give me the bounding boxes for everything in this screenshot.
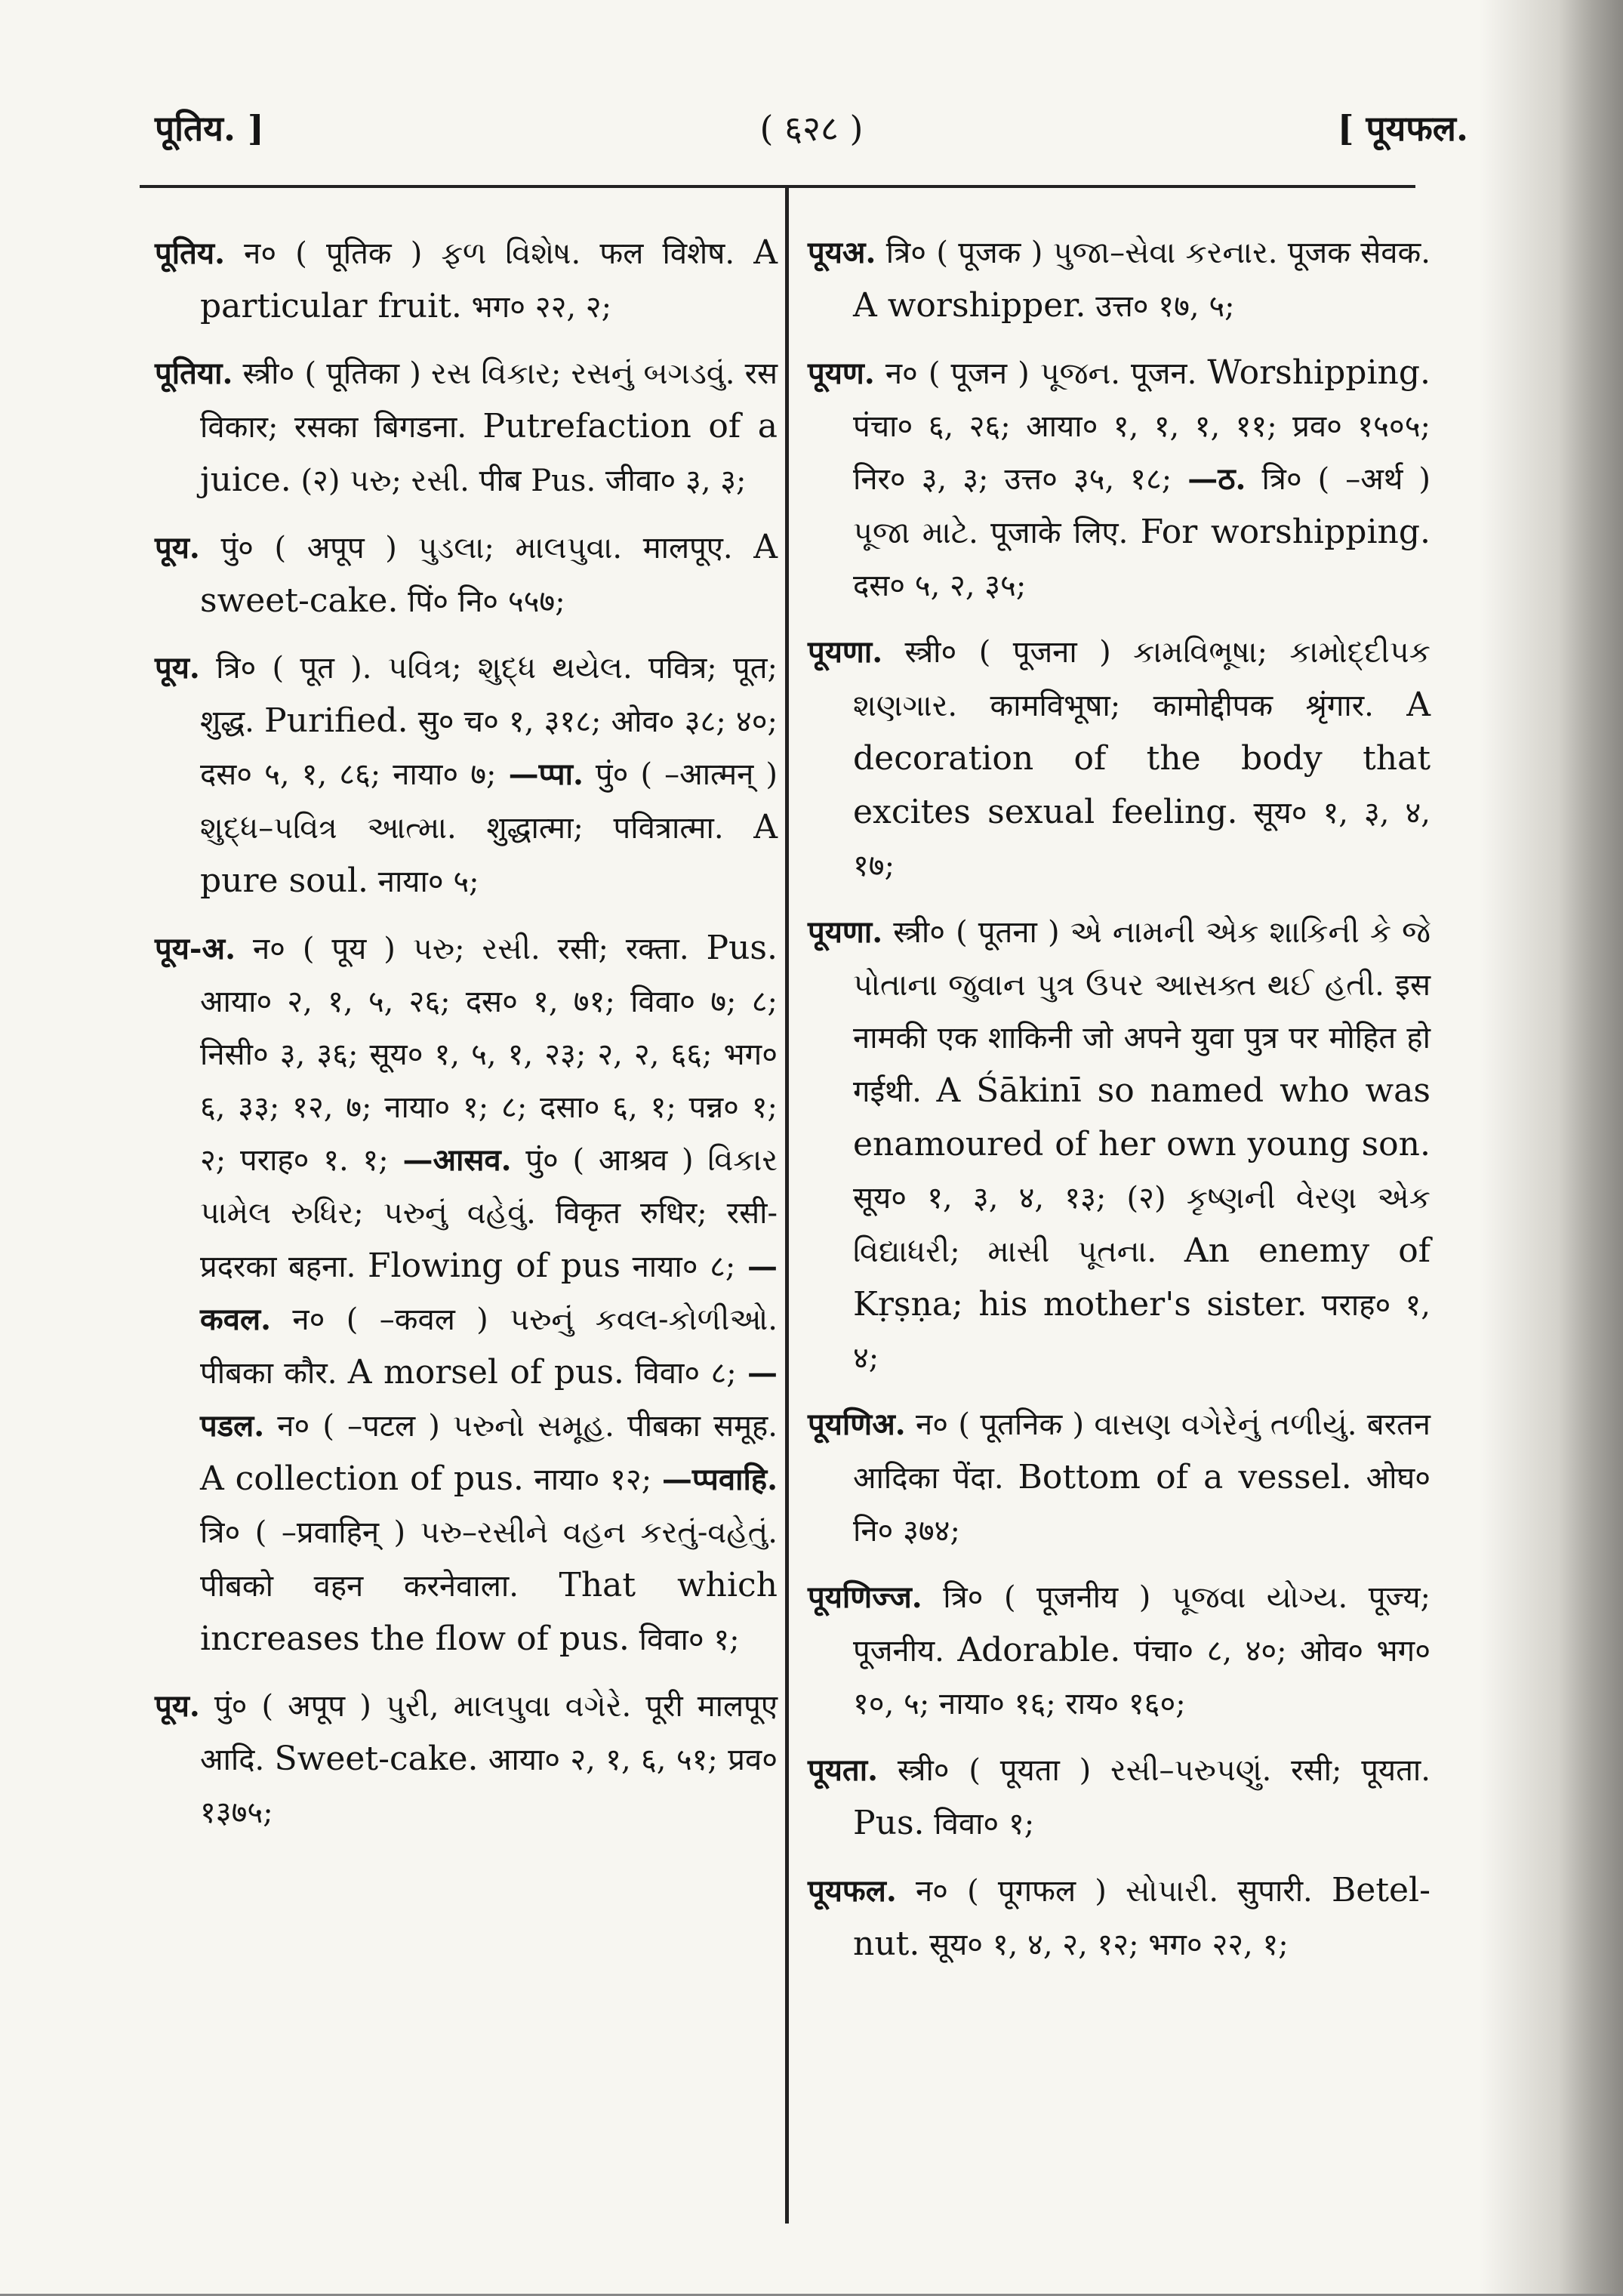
references: सूय० १, ३, ४, १३; (२) કૃષ્ણની વેરણ એક વિદ્યાધરી; માસી પૂતના. bbox=[853, 1181, 1431, 1269]
subentry-english: A pure soul. bbox=[200, 808, 778, 900]
subentry-body: पुं० ( –आत्मन् ) શુદ્ધ–પવિત્ર આત્મા. शुद्धात्मा; पवित्रात्मा. bbox=[200, 757, 778, 846]
english-gloss: Pus. bbox=[853, 1804, 925, 1842]
header-right-guideword: [ पूयफल. bbox=[1337, 108, 1468, 149]
subentry-body: त्रि० ( –अर्थ ) પૂજા માટે. पूजाके लिए. bbox=[853, 462, 1431, 550]
headword: पूयणा. bbox=[808, 634, 883, 670]
references: पिं० नि० ५५७; bbox=[408, 584, 565, 619]
english-gloss: Betel-nut. bbox=[853, 1871, 1431, 1963]
references: आया० २, १, ५, २६; दस० १, ७१; विवा० ७; ८; निसी० ३, ३६; सूय० १, ५, १, २३; २, २, ६६; भग० ६, ३३; १२, ७; नाया० १; ८; दसा० ६, १; पन्न० १; २; पराह० १. १; bbox=[200, 985, 778, 1178]
page-edge-shadow bbox=[1480, 0, 1623, 2296]
page-header bbox=[155, 91, 1468, 159]
headword: पूतिय. bbox=[155, 236, 226, 271]
english-gloss: Adorable. bbox=[957, 1631, 1121, 1669]
entry-body: स्त्री० ( पूतना ) એ નામની એક શાકિની કે જે પોતાના જુવાન પુત્ર ઉપર આસક્ત થઈ હતી. इस नामकी एक शाकिनी जो अपने युवा पुत्र पर मोहित हो गईथी. bbox=[853, 915, 1431, 1109]
english-gloss: A worshipper. bbox=[853, 286, 1086, 325]
subentry-body: पुं० ( आश्रव ) વિકાર પામેલ રુધિર; પરુનું વહેવું. विकृत रुधिर; रसी-प्रदरका बहना. bbox=[200, 1143, 778, 1284]
subentry-english: That which increases the flow of pus. bbox=[200, 1566, 778, 1658]
english-gloss: A Śākinī so named who was enamoured of her own young son. bbox=[853, 1071, 1431, 1163]
references: सु० च० १, ३१८; ओव० ३८; ४०; दस० ५, १, ८६; नाया० ७; bbox=[200, 704, 778, 792]
headword: पूयणा. bbox=[808, 914, 883, 950]
dictionary-entry bbox=[155, 521, 778, 628]
column-divider bbox=[785, 185, 789, 2224]
headword: पूयण. bbox=[808, 356, 875, 391]
dictionary-entry bbox=[155, 922, 778, 1666]
english-gloss: Bottom of a vessel. bbox=[1018, 1458, 1352, 1496]
headword: पूयणिज्ज. bbox=[808, 1579, 922, 1615]
references: पंचा० ८, ४०; ओव० भग० १०, ५; नाया० १६; राय० १६०; bbox=[853, 1634, 1431, 1721]
dictionary-entry bbox=[808, 1864, 1431, 1971]
references: ओघ० नि० ३७४; bbox=[853, 1461, 1431, 1549]
dictionary-entry bbox=[808, 227, 1431, 333]
entry-body: त्रि० ( पूत ). પવિત્ર; શુદ્ધ થયેલ. पवित्र; पूत; शुद्ध. bbox=[200, 651, 778, 739]
page-number: ( ६२८ ) bbox=[759, 108, 864, 149]
dictionary-entry bbox=[808, 906, 1431, 1385]
dictionary-entry bbox=[808, 1398, 1431, 1558]
english-gloss-2: An enemy of Kṛṣṇa; his mother's sister. bbox=[853, 1231, 1431, 1324]
entry-body: पुं० ( अपूप ) પુરી, માલપુવા વગેરે. पूरी मालपूए आदि. bbox=[200, 1689, 778, 1777]
dictionary-entry bbox=[155, 642, 778, 908]
header-rule bbox=[140, 185, 1415, 188]
english-gloss: Purified. bbox=[264, 701, 408, 740]
headword: पूयणिअ. bbox=[808, 1407, 906, 1442]
dictionary-entry bbox=[808, 347, 1431, 612]
headword: पूय. bbox=[155, 1688, 200, 1724]
subentry-body: न० ( –कवल ) પરુનું કવલ-કોળીઓ. पीबका कौर. bbox=[200, 1302, 778, 1391]
dictionary-entry bbox=[155, 1680, 778, 1839]
english-gloss: A sweet-cake. bbox=[200, 528, 778, 620]
dictionary-entry bbox=[808, 1744, 1431, 1851]
english-gloss: Putrefaction of a juice. bbox=[200, 407, 778, 499]
subentry-body: त्रि० ( –प्रवाहिन् ) પરુ–રસીને વહન કરતું-વહેતું. पीबको वहन करनेवाला. bbox=[200, 1515, 778, 1604]
headword: पूयता. bbox=[808, 1752, 879, 1788]
headword: पूय. bbox=[155, 650, 200, 686]
english-gloss: A particular fruit. bbox=[200, 233, 778, 325]
subentry-references: विवा० १; bbox=[639, 1623, 740, 1657]
subentry-english: A morsel of pus. bbox=[347, 1353, 624, 1391]
entry-body: न० ( पूतिक ) ફળ વિશેષ. फल विशेष. bbox=[244, 236, 735, 271]
subentry-headword: —कवल. bbox=[200, 1249, 778, 1337]
headword: पूय-अ. bbox=[155, 931, 236, 966]
entry-body: त्रि० ( पूजक ) પુજા–સેવા કરનાર. पूजक सेवक. bbox=[885, 236, 1431, 270]
subentry-references: नाया० ५; bbox=[377, 864, 479, 899]
entry-body: न० ( पूय ) પરુ; રસી. रसी; रक्ता. bbox=[252, 932, 689, 966]
right-column bbox=[808, 227, 1431, 1985]
english-gloss: Sweet-cake. bbox=[274, 1740, 479, 1778]
dictionary-entry bbox=[808, 626, 1431, 892]
entry-body: न० ( पूजन ) પૂજન. पूजन. bbox=[885, 356, 1197, 391]
entry-body: पुं० ( अपूप ) પુડલા; માલપુવા. मालपूए. bbox=[220, 531, 733, 566]
subentry-english: For worshipping. bbox=[1140, 513, 1431, 551]
left-column bbox=[155, 227, 778, 1853]
subentry-english: A collection of pus. bbox=[200, 1459, 524, 1498]
subentry-headword: —आसव. bbox=[402, 1142, 512, 1178]
references: (२) પરુ; રસી. पीब Pus. जीवा० ३, ३; bbox=[300, 464, 747, 498]
entry-body: स्त्री० ( पूतिका ) રસ વિકાર; રસનું બગડવું. रस विकार; रसका बिगडना. bbox=[200, 356, 778, 445]
entry-body: न० ( पूगफल ) સોપારી. सुपारी. bbox=[915, 1874, 1313, 1909]
references-2: पराह० १, ४; bbox=[853, 1288, 1431, 1376]
references: उत्त० १७, ५; bbox=[1095, 289, 1235, 324]
headword: पूतिया. bbox=[155, 356, 233, 391]
subentry-body: न० ( –पटल ) પરુનો સમૂહ. पीबका समूह. bbox=[277, 1409, 778, 1444]
headword: पूयअ. bbox=[808, 235, 876, 270]
headword: पूयफल. bbox=[808, 1873, 897, 1909]
dictionary-entry bbox=[155, 227, 778, 334]
entry-body: स्त्री० ( पूजना ) કામવિભૂષા; કામોદ્દીપક શણગાર. कामविभूषा; कामोद्दीपक श्रृंगार. bbox=[853, 635, 1431, 723]
subentry-headword: —प्पवाहि. bbox=[661, 1462, 778, 1497]
subentry-references: नाया० ८; bbox=[632, 1250, 736, 1284]
references: पंचा० ६, २६; आया० १, १, १, ११; प्रव० १५०५; निर० ३, ३; उत्त० ३५, १८; bbox=[853, 409, 1431, 497]
header-left-guideword: पूतिय. ] bbox=[155, 108, 264, 149]
subentry-headword: —पडल. bbox=[200, 1355, 778, 1444]
subentry-references: दस० ५, २, ३५; bbox=[853, 569, 1027, 603]
subentry-headword: —प्पा. bbox=[508, 757, 584, 792]
subentry-references: विवा० ८; bbox=[635, 1356, 737, 1391]
headword: पूय. bbox=[155, 530, 200, 566]
references: भग० २२, २; bbox=[471, 290, 612, 325]
english-gloss: Pus. bbox=[706, 929, 778, 967]
references: आया० २, १, ६, ५१; प्रव० १३७५; bbox=[200, 1743, 778, 1830]
dictionary-entry bbox=[155, 347, 778, 507]
subentry-headword: —ठ. bbox=[1187, 461, 1246, 497]
subentry-references: नाया० १२; bbox=[534, 1462, 652, 1497]
entry-body: त्रि० ( पूजनीय ) પૂજવા યોગ્ય. पूज्य; पूजनीय. bbox=[853, 1580, 1431, 1669]
entry-body: स्त्री० ( पूयता ) રસી–પરુપણું. रसी; पूयता. bbox=[897, 1753, 1431, 1788]
references: सूय० १, ४, २, १२; भग० २२, १; bbox=[929, 1928, 1289, 1962]
references: विवा० १; bbox=[934, 1807, 1035, 1841]
english-gloss: Worshipping. bbox=[1207, 353, 1431, 392]
entry-body: न० ( पूतनिक ) વાસણ વગેરેનું તળીયું. बरतन आदिका पेंदा. bbox=[853, 1407, 1431, 1496]
dictionary-entry bbox=[808, 1571, 1431, 1730]
english-gloss: A decoration of the body that excites sexual feeling. bbox=[853, 686, 1431, 831]
subentry-english: Flowing of pus bbox=[368, 1247, 621, 1285]
references: सूय० १, ३, ४, १७; bbox=[853, 796, 1431, 883]
